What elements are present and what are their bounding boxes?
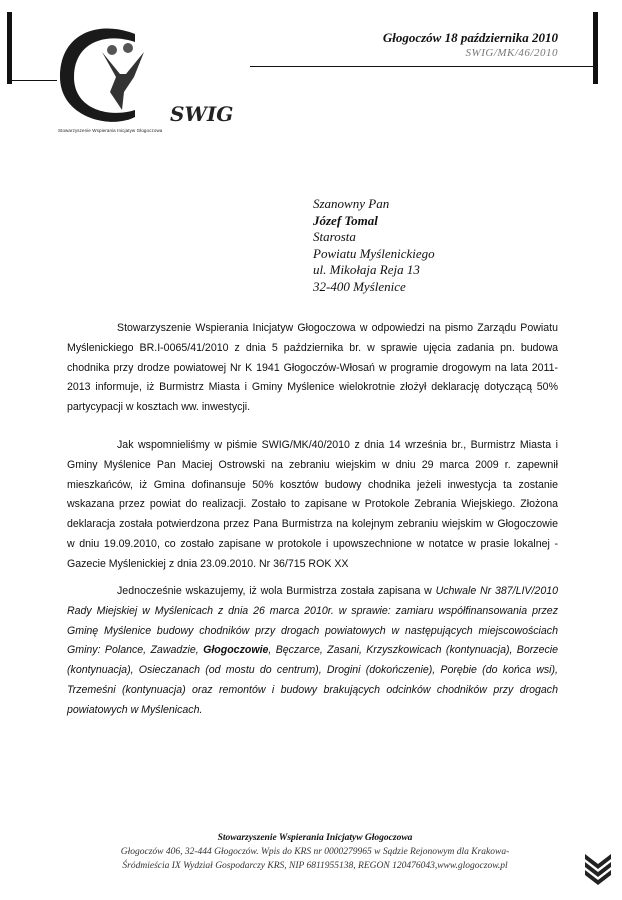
footer-line-2: Śródmieścia IX Wydział Gospodarczy KRS, NIP 6811955138, REGON 120476043,www.glogoczow.pl [122,861,508,871]
paragraph-3-highlight: Głogoczowie [203,644,269,657]
recipient-office: Powiatu Myślenickiego [313,245,435,261]
header-right-horizontal-rule [250,66,595,67]
recipient-salutation: Szanowny Pan [313,196,390,211]
logo-wordmark: SWIG [170,102,234,126]
footer-organization-name: Stowarzyszenie Wspierania Inicjatyw Głogoczowa [217,833,413,843]
body-paragraph-1 [67,319,558,418]
paragraph-3-resolution-cont: , Bęczarce, Zasani, Krzyszkowicach (kontynuacja), Borzecie (kontynuacja), Osieczanach (od mostu do centrum), Drogini (dokończenie), Porębie (do końca wsi), Trzemeśni (kontynuacja) oraz remontów i budowy brakujących odcinków chodników przy drogach powiatowych w Myślenicach. [67,644,559,716]
letter-footer [70,831,560,873]
recipient-name: Józef Tomal [313,212,378,228]
logo-caption: Stowarzyszenie Wspierania Inicjatyw Głogoczowa [58,128,163,133]
paragraph-3-lead: Jednocześnie wskazujemy, iż wola Burmistrza została zapisana w [117,585,436,597]
body-paragraph-2 [67,436,558,575]
recipient-street: ul. Mikołaja Reja 13 [313,262,420,278]
recipient-title: Starosta [313,229,356,245]
header-left-vertical-bar [7,12,12,84]
recipient-city: 32-400 Myślenice [313,278,406,294]
body-paragraph-3 [67,582,558,721]
letter-date: Głogoczów 18 października 2010 [382,30,558,45]
organization-logo [40,22,234,142]
paragraph-3-resolution: Uchwale Nr 387/LIV/2010 Rady Miejskiej w Myślenicach z dnia 26 marca 2010r. w sprawie: zamiaru współfinansowania przez Gminę Myślenice budowy chodników przy drogach powiatowych w następujących miejscowościach Gminy: Polance, Zawadzie, [67,585,558,657]
paragraph-2-text: Jak wspomnieliśmy w piśmie SWIG/MK/40/2010 z dnia 14 września br., Burmistrz Miasta i Gminy Myślenice Pan Maciej Ostrowski na zebraniu wiejskim w dniu 29 marca 2009 r. zapewnił mieszkańców, iż Gmina dofinansuje 50% kosztów budowy chodnika jeżeli inwestycja ta zostanie wskazana przez powiat do realizacji. Zostało to zapisane w Protokole Zebrania Wiejskiego. Złożona deklaracja została potwierdzona przez Pana Burmistrza na kolejnym zebraniu wiejskim w Głogoczowie w dniu 19.09.2010, co zostało zapisane w protokole i upowszechnione w notatce w prasie lokalnej - Gazecie Myślenickiej z dnia 23.09.2010. Nr 36/715 ROK XX [67,439,558,570]
letter-reference: SWIG/MK/46/2010 [465,47,558,59]
recipient-address [313,196,435,296]
footer-line-1: Głogoczów 406, 32-444 Głogoczów. Wpis do KRS nr 0000279965 w Sądzie Rejonowym dla Krakowa- [120,847,510,857]
chevrons-down-icon [583,852,613,888]
header-right-vertical-bar [593,12,598,84]
paragraph-1-text: Stowarzyszenie Wspierania Inicjatyw Głogoczowa w odpowiedzi na pismo Zarządu Powiatu Myślenickiego BR.I-0065/41/2010 z dnia 5 października br. w sprawie ujęcia zadania pn. budowa chodnika przy drodze powiatowej Nr K 1941 Głogoczów-Włosań w programie drogowym na lata 2011-2013 informuje, iż Burmistrz Miasta i Gminy Myślenice wielokrotnie złożył deklarację dotyczącą 50% partycypacji w kosztach ww. inwestycji. [67,322,558,414]
